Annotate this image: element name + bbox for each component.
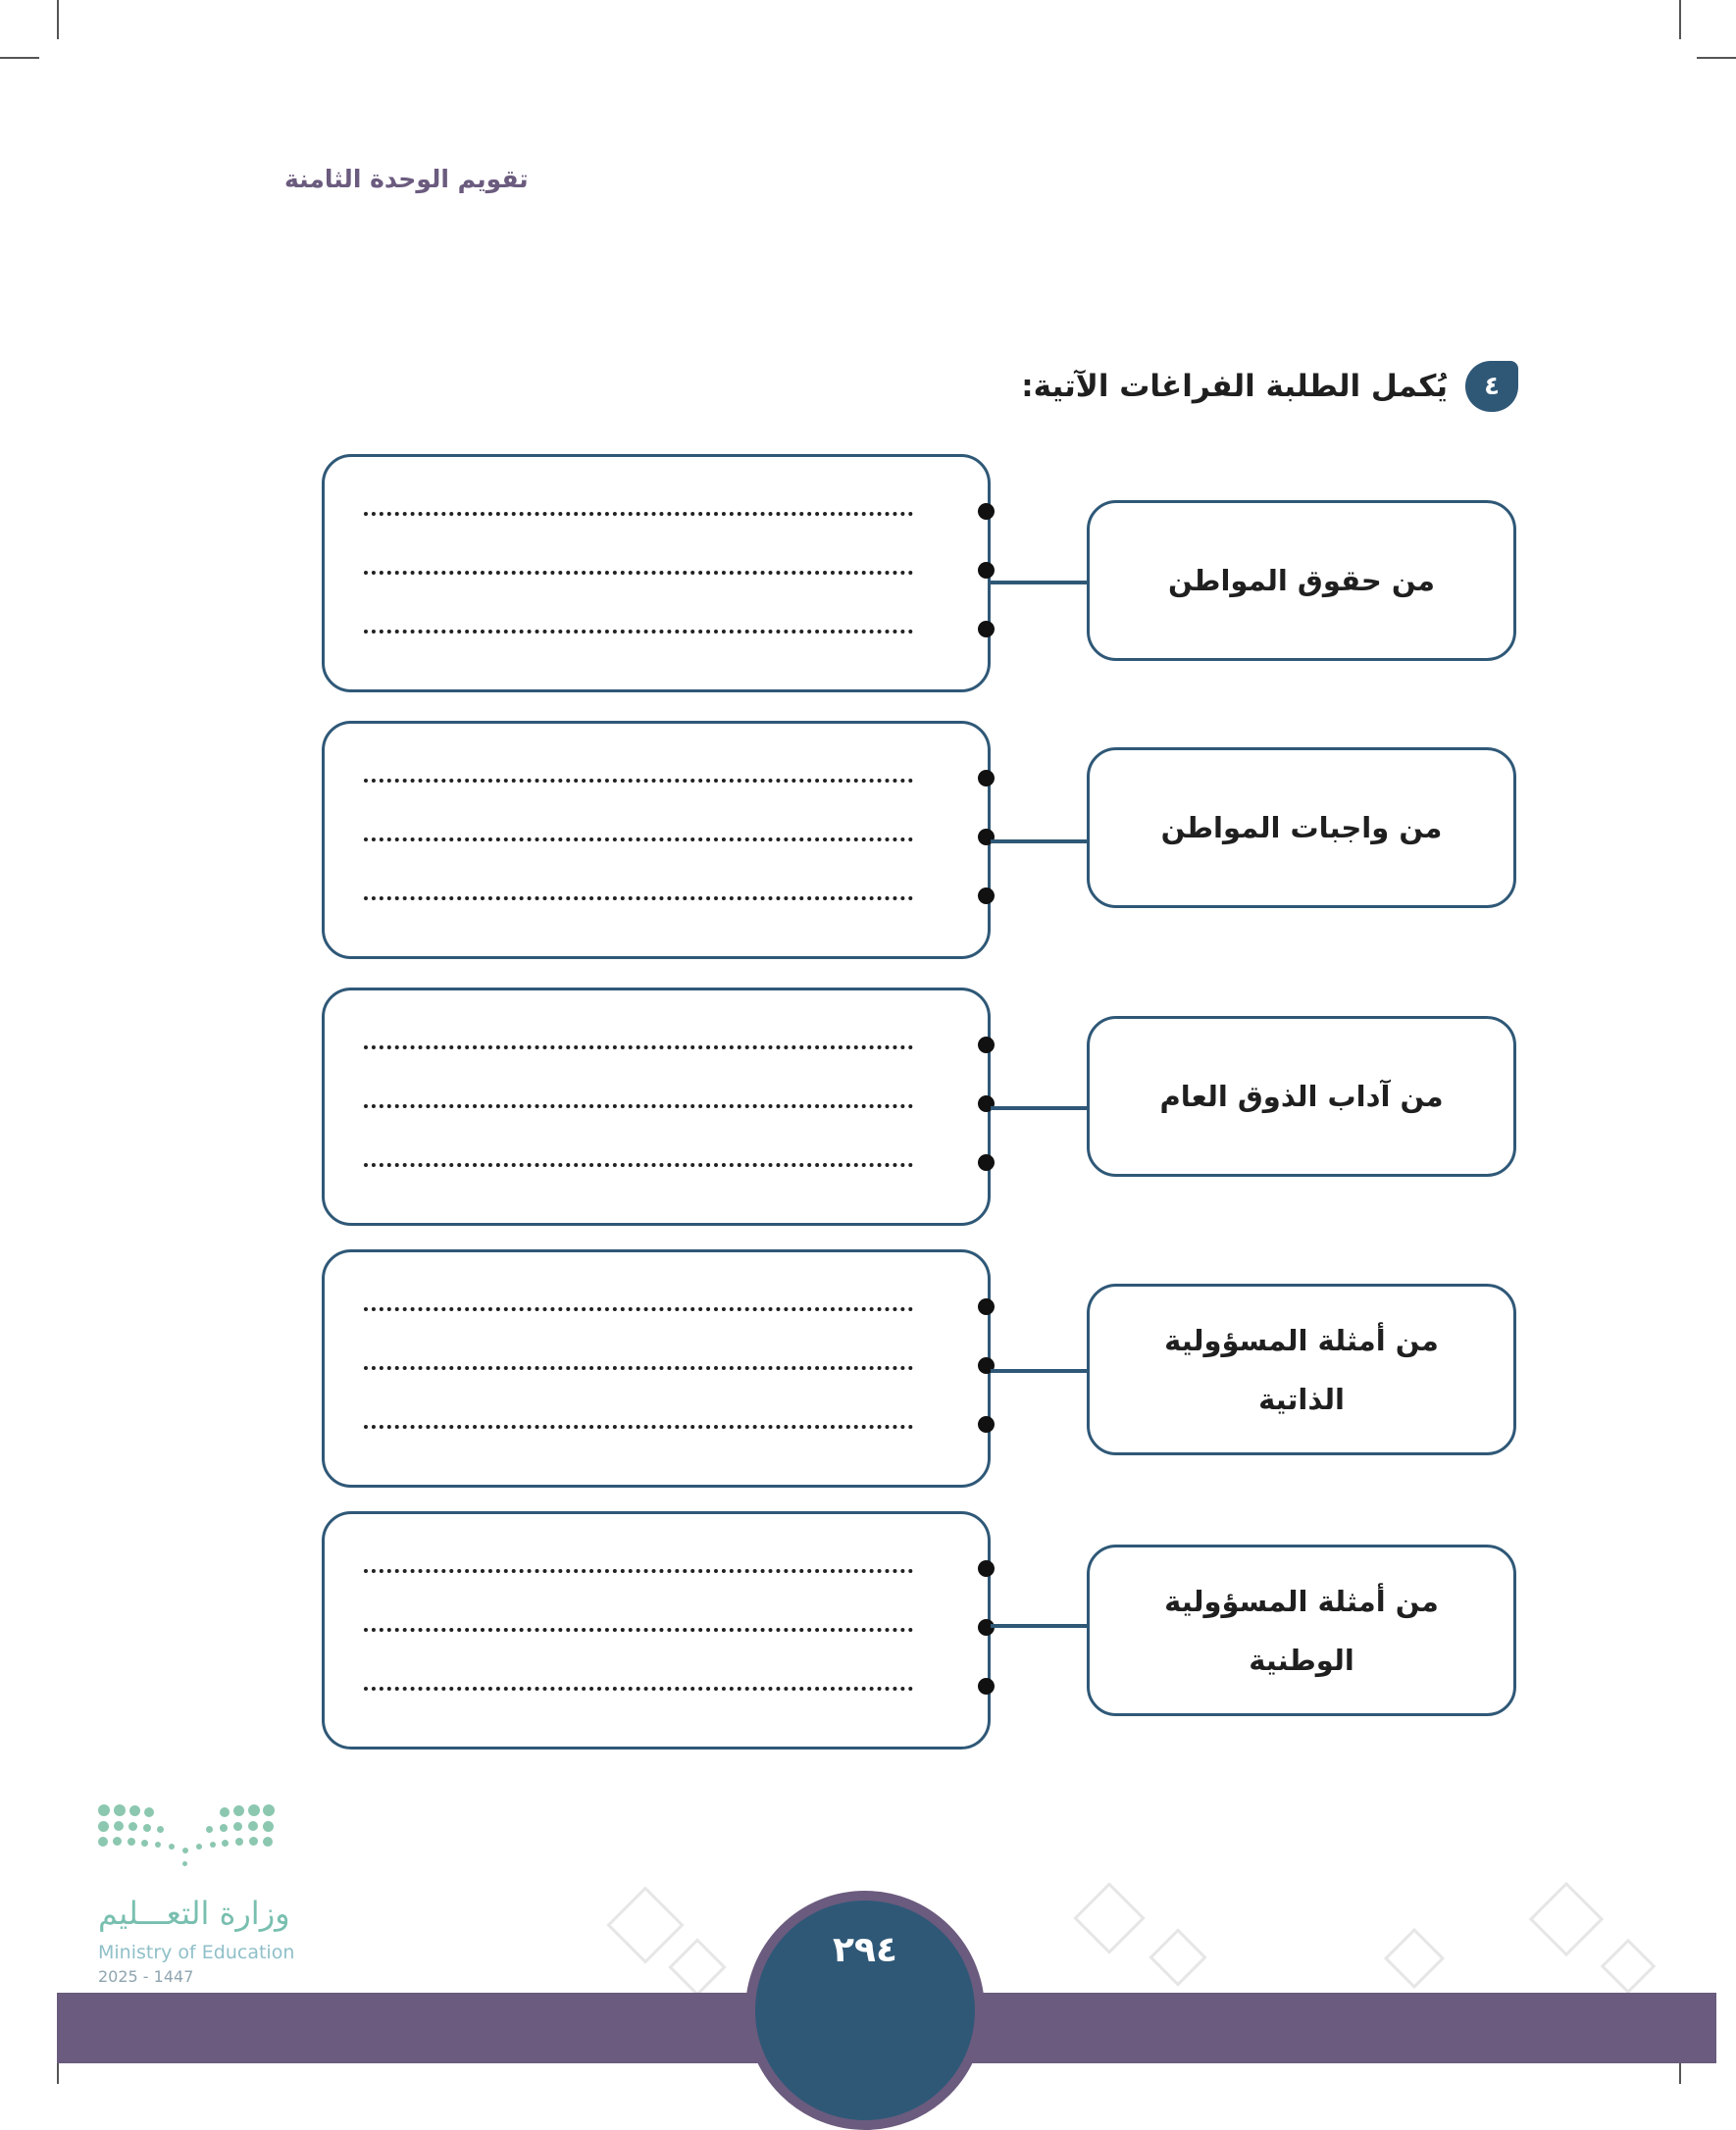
bullet-icon <box>978 888 995 904</box>
bullet-icon <box>978 1416 995 1433</box>
answer-line[interactable] <box>364 1553 952 1583</box>
answer-line[interactable] <box>364 1350 952 1380</box>
decorative-diamond <box>1601 1939 1657 1995</box>
answer-box <box>322 1249 991 1488</box>
decorative-diamond <box>668 1938 726 1996</box>
dotted-line <box>364 1628 913 1632</box>
connector-line <box>991 1624 1087 1628</box>
question-text: يُكمل الطلبة الفراغات الآتية: <box>1021 369 1448 404</box>
answer-line[interactable] <box>364 1671 952 1700</box>
dotted-line <box>364 571 913 575</box>
bullet-icon <box>978 1037 995 1053</box>
dotted-line <box>364 896 913 900</box>
connector-line <box>991 581 1087 584</box>
category-box <box>1087 500 1516 661</box>
bullet-icon <box>978 1678 995 1695</box>
answer-box <box>322 1511 991 1750</box>
bullet-icon <box>978 1298 995 1315</box>
page-number: ٢٩٤ <box>833 1930 897 1970</box>
unit-title: تقويم الوحدة الثامنة <box>284 165 529 193</box>
crop-mark <box>0 57 39 59</box>
answer-line[interactable] <box>364 614 952 643</box>
decorative-diamond <box>1149 1928 1206 1986</box>
bullet-icon <box>978 621 995 637</box>
answer-line[interactable] <box>364 1292 952 1321</box>
category-label: من آداب الذوق العام <box>1159 1080 1444 1113</box>
category-box <box>1087 1545 1516 1716</box>
answer-line[interactable] <box>364 881 952 910</box>
dotted-line <box>364 1425 913 1429</box>
category-label: من أمثلة المسؤولية الوطنية <box>1164 1584 1439 1677</box>
dotted-line <box>364 1307 913 1311</box>
answer-box <box>322 988 991 1226</box>
connector-line <box>991 1369 1087 1373</box>
dotted-line <box>364 1687 913 1691</box>
category-box <box>1087 747 1516 908</box>
answer-line[interactable] <box>364 1089 952 1118</box>
answer-box <box>322 454 991 692</box>
category-box <box>1087 1284 1516 1455</box>
bullet-icon <box>978 503 995 520</box>
answer-line[interactable] <box>364 763 952 792</box>
answer-line[interactable] <box>364 1030 952 1059</box>
bullet-icon <box>978 1560 995 1577</box>
category-label: من واجبات المواطن <box>1160 811 1443 844</box>
bullet-icon <box>978 562 995 579</box>
decorative-diamond <box>1384 1928 1445 1989</box>
dotted-line <box>364 1104 913 1108</box>
dotted-line <box>364 630 913 634</box>
ministry-logo-year: 2025 - 1447 <box>98 1967 194 1986</box>
crop-mark <box>1697 57 1736 59</box>
question-heading <box>1021 361 1518 412</box>
decorative-diamond <box>606 1886 684 1963</box>
dotted-line <box>364 1569 913 1573</box>
crop-mark <box>1679 0 1681 39</box>
dotted-line <box>364 837 913 841</box>
dotted-line <box>364 1163 913 1167</box>
question-number-badge: ٤ <box>1465 361 1518 412</box>
bullet-icon <box>978 1154 995 1171</box>
answer-line[interactable] <box>364 1409 952 1439</box>
category-label: من حقوق المواطن <box>1168 564 1435 597</box>
ministry-logo-arabic: وزارة التعـــليم <box>98 1895 290 1932</box>
bullet-icon <box>978 770 995 786</box>
answer-line[interactable] <box>364 555 952 584</box>
decorative-diamond <box>1073 1882 1146 1954</box>
dotted-line <box>364 512 913 516</box>
dotted-line <box>364 1045 913 1049</box>
connector-line <box>991 839 1087 843</box>
answer-line[interactable] <box>364 496 952 526</box>
connector-line <box>991 1106 1087 1110</box>
ministry-logo-english: Ministry of Education <box>98 1942 295 1963</box>
crop-mark <box>57 0 59 39</box>
answer-line[interactable] <box>364 822 952 851</box>
dotted-line <box>364 1366 913 1370</box>
answer-line[interactable] <box>364 1147 952 1177</box>
decorative-diamond <box>1529 1882 1604 1956</box>
category-label: من أمثلة المسؤولية الذاتية <box>1164 1323 1439 1416</box>
category-box <box>1087 1016 1516 1177</box>
page-number-badge <box>745 1891 985 2130</box>
answer-box <box>322 721 991 959</box>
answer-line[interactable] <box>364 1612 952 1642</box>
dotted-line <box>364 779 913 783</box>
